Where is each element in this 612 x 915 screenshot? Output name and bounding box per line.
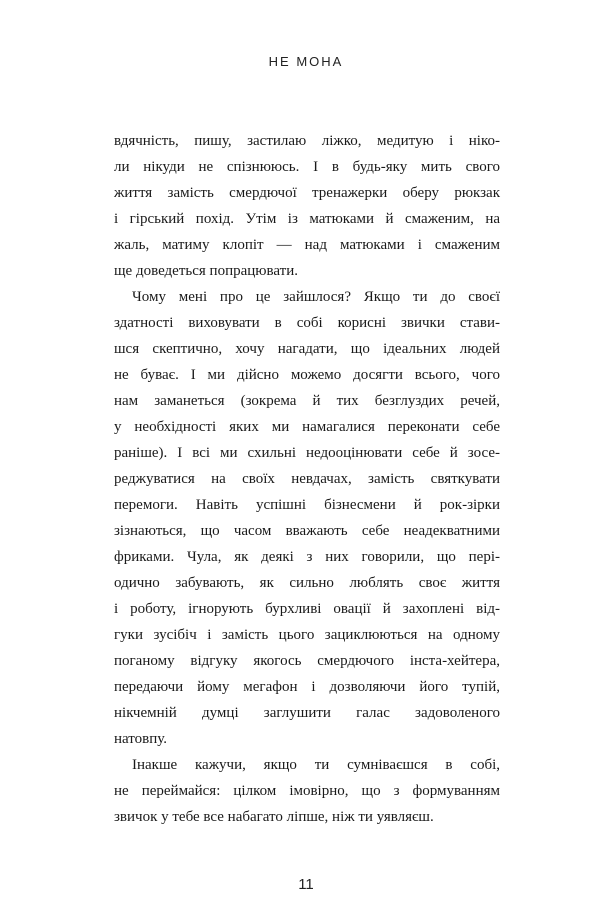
text-line: ли нікуди не спізнююсь. І в будь-яку мить свого: [114, 159, 500, 175]
text-line: жаль, матиму клопіт — над матюками і смаженим: [114, 237, 500, 253]
text-line: натовпу.: [114, 731, 168, 747]
text-line: ще доведеться попрацювати.: [114, 263, 298, 279]
text-line: і гірський похід. Утім із матюками й смаженим, на: [114, 211, 500, 227]
text-line: здатності виховувати в собі корисні звички стави-: [114, 315, 500, 331]
text-line: поганому відгуку якогось смердючого інста-хейтера,: [114, 653, 500, 669]
text-line: життя замість смердючої тренажерки оберу рюкзак: [114, 185, 500, 201]
text-line: Інакше кажучи, якщо ти сумніваєшся в собі,: [132, 757, 500, 773]
page-number: 11: [298, 876, 314, 893]
text-line: одично забувають, як сильно люблять своє життя: [114, 575, 500, 591]
text-line: не переймайся: цілком імовірно, що з формуванням: [114, 783, 500, 799]
paragraph: [114, 128, 500, 284]
body-text: [114, 128, 500, 830]
text-line: вдячність, пишу, застилаю ліжко, медитую і ніко-: [114, 133, 500, 149]
text-line: нам заманеться (зокрема й тих безглуздих речей,: [114, 393, 500, 409]
text-line: звичок у тебе все набагато ліпше, ніж ти уявляєш.: [114, 809, 434, 825]
text-line: шся скептично, хочу нагадати, що ідеальних людей: [114, 341, 500, 357]
text-line: нікчемній думці заглушити галас задоволеного: [114, 705, 500, 721]
paragraph: [114, 752, 500, 830]
text-line: фриками. Чула, як деякі з них говорили, що пері-: [114, 549, 500, 565]
text-line: Чому мені про це зайшлося? Якщо ти до своєї: [132, 289, 500, 305]
text-line: гуки зусібіч і замість цього зациклюються на одному: [114, 627, 500, 643]
text-line: реджуватися на своїх невдачах, замість святкувати: [114, 471, 500, 487]
text-line: у необхідності яких ми намагалися переконати себе: [114, 419, 500, 435]
running-header: НЕ МОНА: [268, 54, 344, 69]
text-line: не буває. І ми дійсно можемо досягти всього, чого: [114, 367, 500, 383]
text-line: зізнаються, що часом вважають себе неадекватними: [114, 523, 500, 539]
text-line: перемоги. Навіть успішні бізнесмени й рок-зірки: [114, 497, 500, 513]
text-line: передаючи йому мегафон і дозволяючи його тупій,: [114, 679, 500, 695]
text-line: і роботу, ігнорують бурхливі овації й захоплені від-: [114, 601, 500, 617]
paragraph: [114, 284, 500, 752]
text-line: раніше). І всі ми схильні недооцінювати себе й зосе-: [114, 445, 500, 461]
